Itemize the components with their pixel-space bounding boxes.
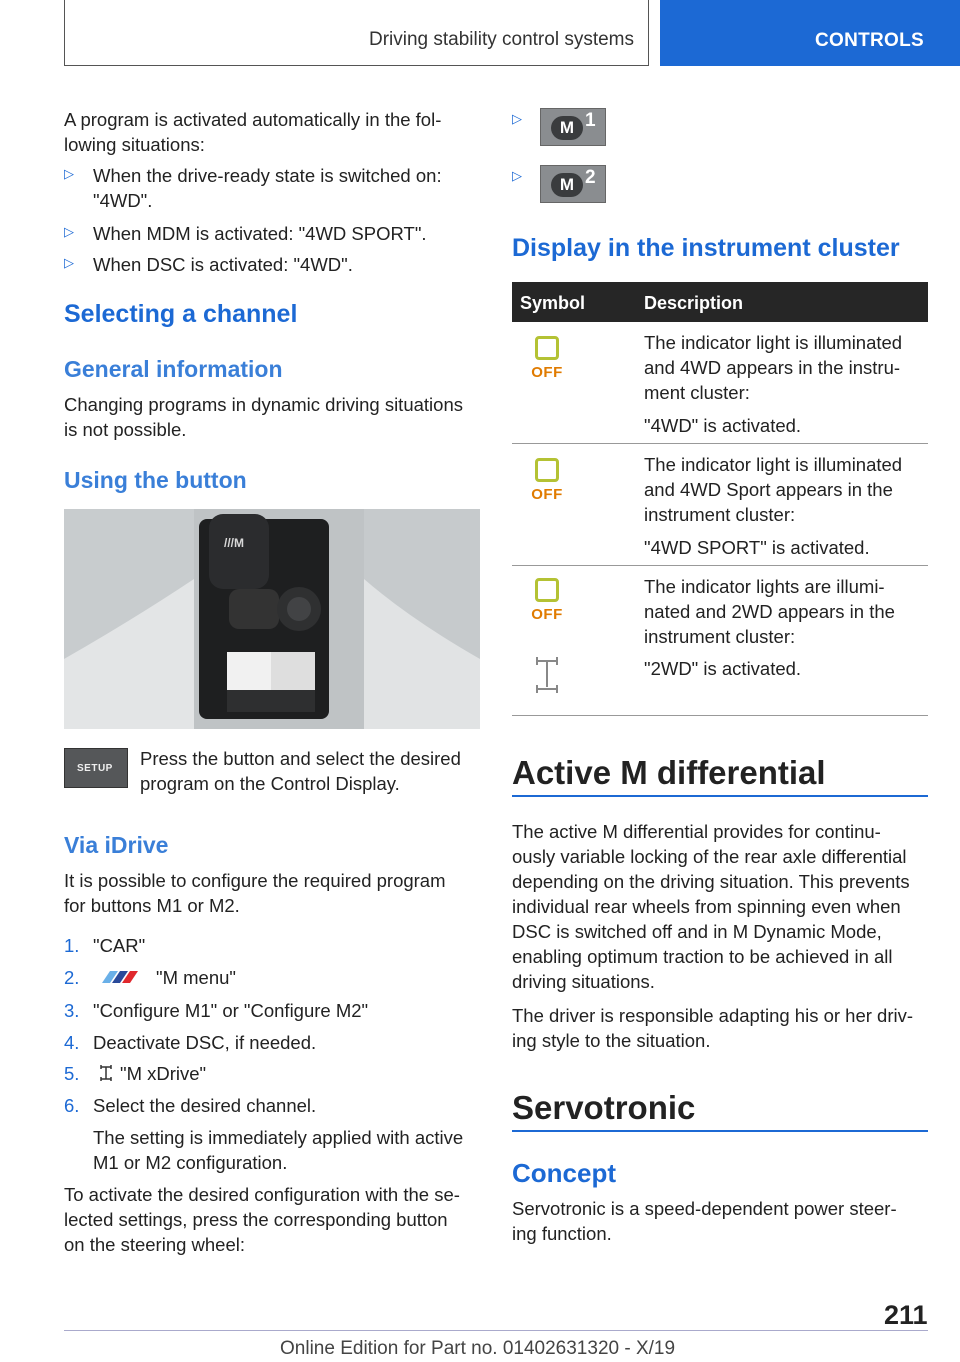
m2-number: 2 [585, 167, 596, 188]
heading-via-idrive: Via iDrive [64, 832, 169, 858]
concept-line-2: ing function. [512, 1223, 612, 1244]
step-number: 6. [64, 1095, 80, 1116]
table-cell: and 4WD Sport appears in the [644, 479, 893, 500]
step-text: "Configure M1" or "Configure M2" [93, 1000, 369, 1021]
bullet-text: "4WD". [93, 190, 153, 211]
setup-label: SETUP [77, 763, 113, 774]
awd-off-indicator-icon: OFF [529, 458, 565, 504]
m2-button-icon[interactable] [540, 165, 606, 203]
active-line: enabling optimum traction to be achieved in all [512, 946, 893, 967]
page-number: 211 [884, 1300, 928, 1330]
heading-display-cluster: Display in the instrument cluster [512, 234, 900, 262]
heading-servotronic: Servotronic [512, 1089, 696, 1126]
step-number: 5. [64, 1063, 80, 1084]
col-symbol-header: Symbol [520, 293, 586, 313]
step6-detail-line-2: M1 or M2 configuration. [93, 1152, 288, 1173]
bullet-text: When DSC is activated: "4WD". [93, 254, 353, 275]
table-cell: and 4WD appears in the instru- [644, 357, 901, 378]
closing-line-3: on the steering wheel: [64, 1234, 246, 1255]
table-row-divider [512, 565, 928, 566]
table-row-divider [512, 715, 928, 716]
step-item [64, 965, 480, 991]
footer-edition: Online Edition for Part no. 01402631320 - X/19 [280, 1338, 676, 1359]
step-item [64, 1030, 480, 1056]
heading-rule [512, 1130, 928, 1132]
intro-line-1: A program is activated automatically in the fol- [64, 109, 442, 130]
setup-line-2: program on the Control Display. [140, 773, 400, 794]
bullet-item [64, 163, 480, 215]
setup-button-icon[interactable] [64, 748, 128, 788]
col-description-header: Description [644, 293, 744, 313]
active-line: individual rear wheels from spinning even when [512, 896, 901, 917]
step-item [64, 1093, 480, 1119]
step-text: Deactivate DSC, if needed. [93, 1032, 317, 1053]
m1-button-icon[interactable] [540, 108, 606, 146]
step-text: Select the desired channel. [93, 1095, 317, 1116]
header-section-title: Driving stability control systems [368, 29, 634, 50]
driver-line-2: ing style to the situation. [512, 1030, 711, 1051]
bullet-text: When the drive-ready state is switched on: [93, 165, 442, 186]
header-section-box [64, 0, 649, 66]
table-cell: The indicator light is illuminated [644, 454, 903, 475]
table-cell: ment cluster: [644, 382, 750, 403]
heading-rule [512, 795, 928, 797]
step6-detail-line-1: The setting is immediately applied with active [93, 1127, 464, 1148]
m-stripes-icon [98, 971, 146, 983]
step-item [64, 1061, 480, 1087]
idrive-line-1: It is possible to configure the required program [64, 870, 446, 891]
active-line: The active M differential provides for continu- [512, 821, 881, 842]
active-line: DSC is switched off and in M Dynamic Mode, [512, 921, 882, 942]
svg-text:///M: ///M [224, 536, 244, 550]
active-line: ously variable locking of the rear axle differential [512, 846, 907, 867]
heading-selecting-channel: Selecting a channel [64, 300, 298, 328]
step-item [64, 998, 480, 1024]
driver-line-1: The driver is responsible adapting his or her driv- [512, 1005, 914, 1026]
triangle-bullet-icon: ▷ [64, 255, 74, 270]
table-cell: nated and 2WD appears in the [644, 601, 895, 622]
table-cell: instrument cluster: [644, 626, 796, 647]
center-console-photo [64, 509, 480, 729]
bullet-item [64, 221, 480, 247]
intro-line-2: lowing situations: [64, 134, 205, 155]
step-text: "M menu" [156, 967, 236, 988]
header-chapter-tab[interactable] [660, 0, 960, 66]
setup-line-1: Press the button and select the desired [140, 748, 461, 769]
header-chapter-title: CONTROLS [815, 30, 925, 51]
heading-using-button: Using the button [64, 467, 247, 493]
idrive-line-2: for buttons M1 or M2. [64, 895, 240, 916]
step-text: "M xDrive" [120, 1063, 207, 1084]
table-cell: "4WD" is activated. [644, 415, 802, 436]
active-line: driving situations. [512, 971, 655, 992]
m1-number: 1 [585, 110, 596, 131]
table-header [512, 282, 928, 322]
awd-off-indicator-icon: OFF [529, 578, 565, 624]
2wd-drivetrain-icon [532, 655, 562, 695]
step-number: 4. [64, 1032, 80, 1053]
heading-concept: Concept [512, 1158, 616, 1188]
m2-letter: M [551, 173, 583, 197]
m1-item [512, 108, 612, 148]
table-cell: The indicator light is illuminated [644, 332, 903, 353]
awd-off-indicator-icon: OFF [529, 336, 565, 382]
triangle-bullet-icon: ▷ [64, 224, 74, 239]
m1-letter: M [551, 116, 583, 140]
step-number: 1. [64, 935, 80, 956]
concept-line-1: Servotronic is a speed-dependent power steer- [512, 1198, 897, 1219]
bullet-text: When MDM is activated: "4WD SPORT". [93, 223, 427, 244]
bullet-item [64, 252, 480, 278]
heading-active-m-differential: Active M differential [512, 754, 826, 791]
table-cell: "4WD SPORT" is activated. [644, 537, 870, 558]
triangle-bullet-icon: ▷ [512, 168, 522, 183]
triangle-bullet-icon: ▷ [512, 111, 522, 126]
xdrive-icon [98, 1064, 114, 1082]
step-number: 3. [64, 1000, 80, 1021]
general-line-1: Changing programs in dynamic driving situations [64, 394, 463, 415]
closing-line-1: To activate the desired configuration with the se- [64, 1184, 460, 1205]
general-line-2: is not possible. [64, 419, 187, 440]
step-item [64, 933, 480, 959]
table-cell: instrument cluster: [644, 504, 796, 525]
heading-general-information: General information [64, 356, 283, 382]
step-text: "CAR" [93, 935, 146, 956]
triangle-bullet-icon: ▷ [64, 166, 74, 181]
table-row-divider [512, 443, 928, 444]
active-line: depending on the driving situation. This prevents [512, 871, 910, 892]
closing-line-2: lected settings, press the corresponding button [64, 1209, 448, 1230]
table-cell: "2WD" is activated. [644, 658, 802, 679]
footer-rule [64, 1330, 928, 1331]
m2-item [512, 165, 612, 205]
table-cell: The indicator lights are illumi- [644, 576, 885, 597]
step-number: 2. [64, 967, 80, 988]
